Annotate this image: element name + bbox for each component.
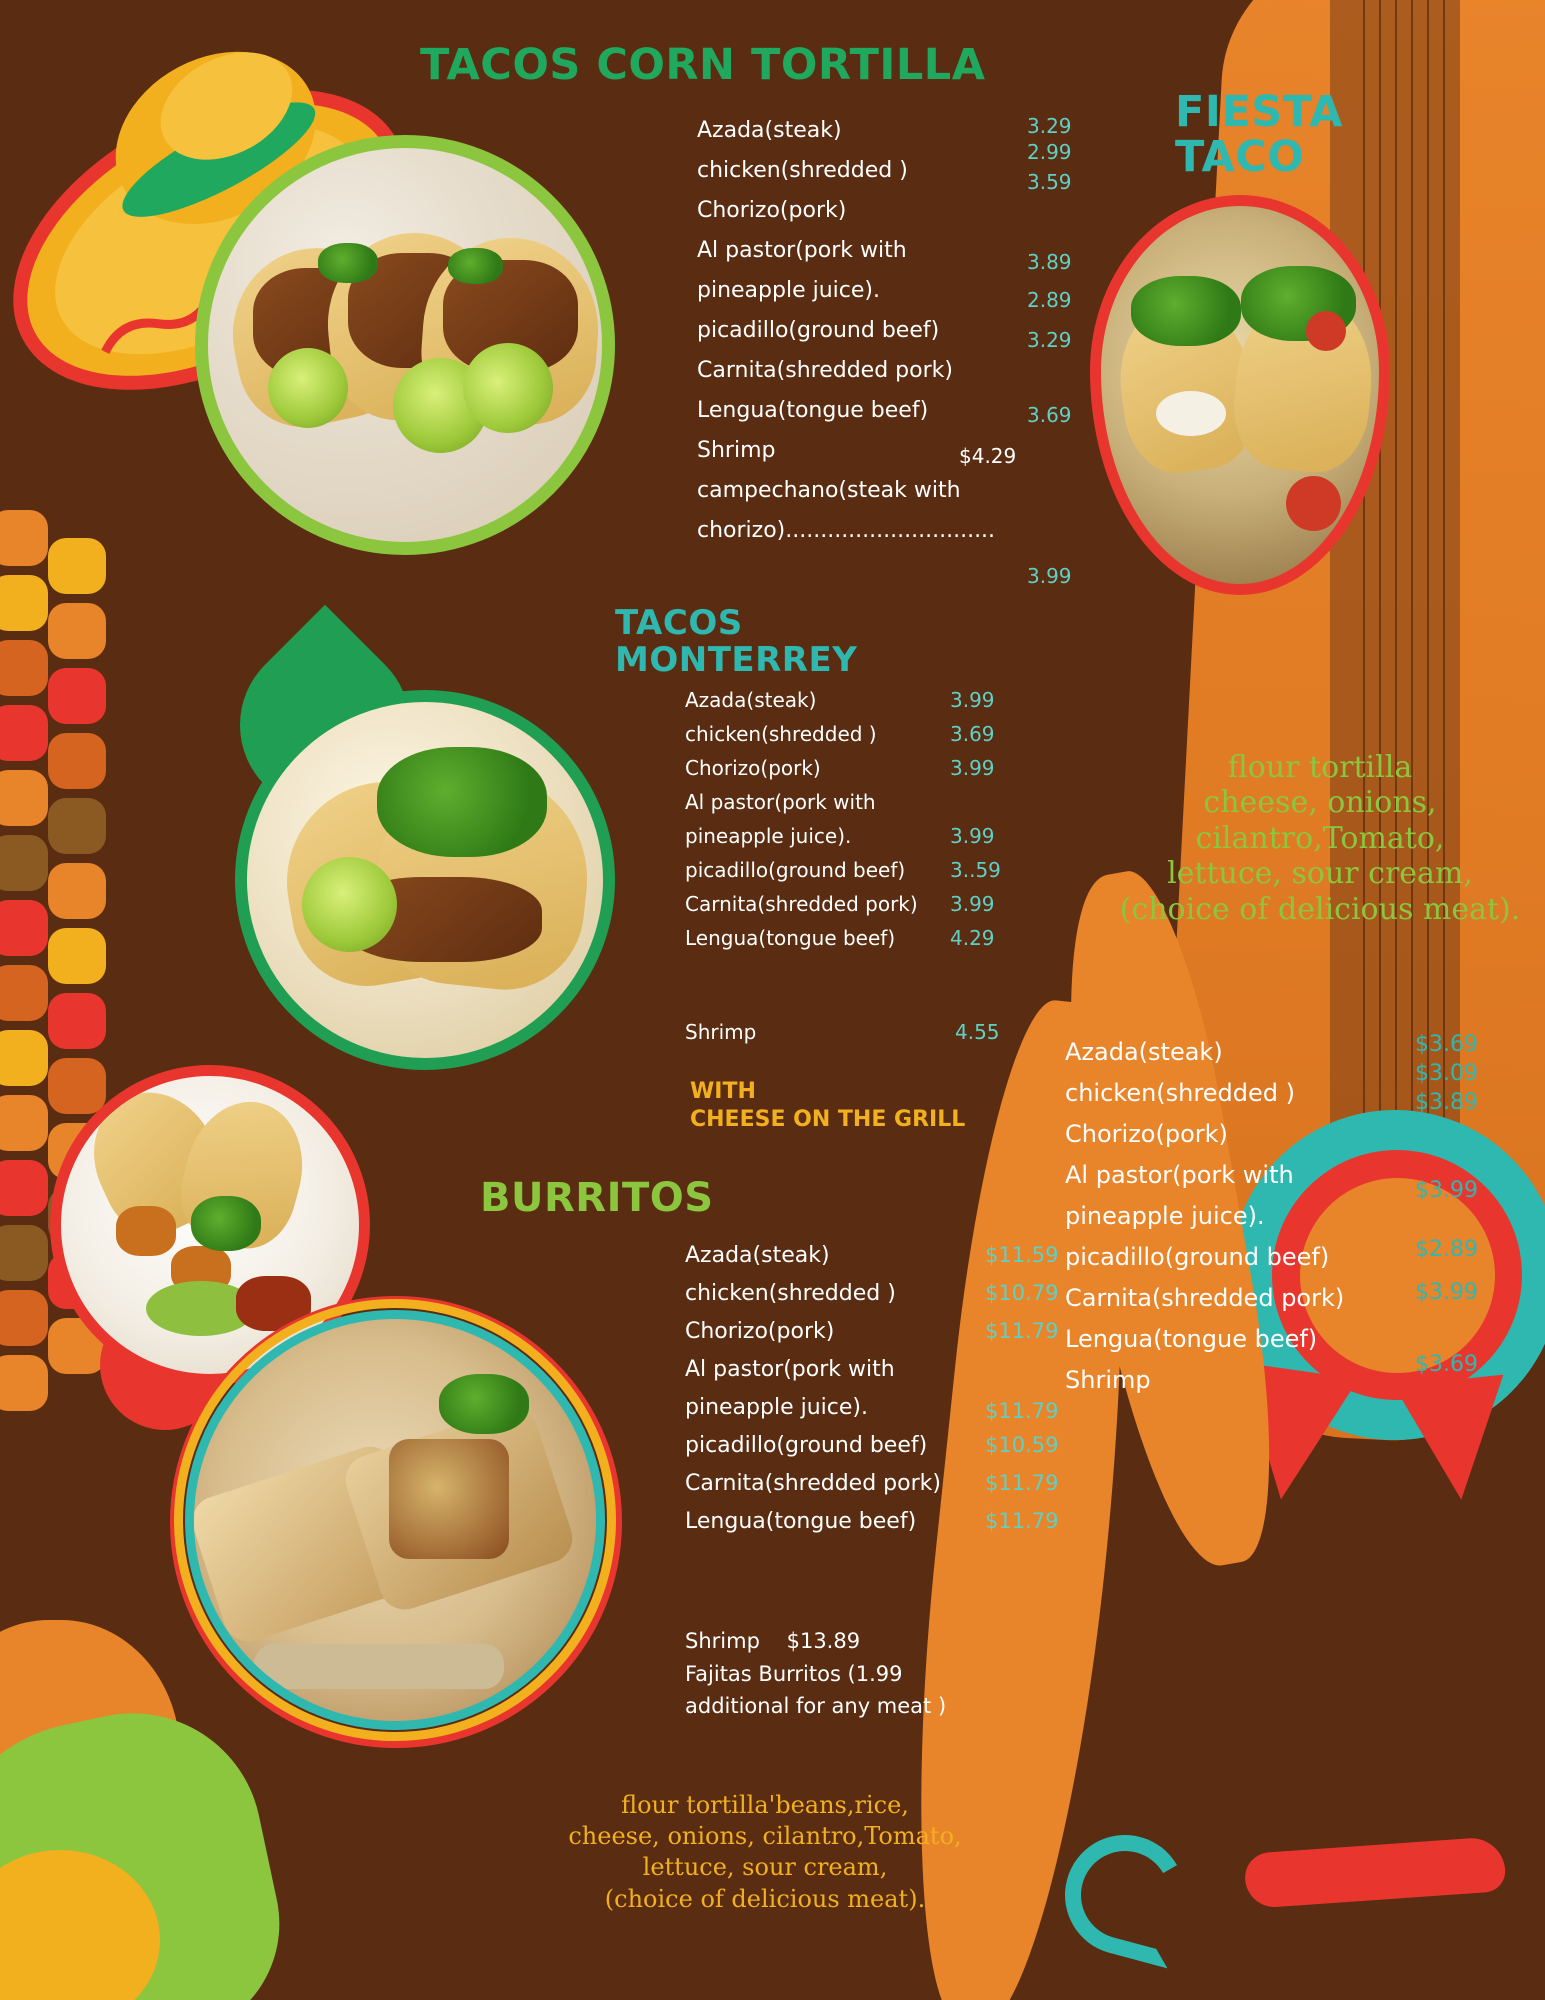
menu-row [685,724,1015,744]
item-name: chicken(shredded ) [1065,1079,1295,1107]
item-price: 3.99 [950,756,995,780]
item-price: 3.99 [1027,564,1072,588]
menu-row [1065,1352,1525,1394]
item-name: picadillo(ground beef) [697,318,940,343]
item-name: picadillo(ground beef) [685,858,906,882]
item-name: Carnita(shredded pork) [697,358,953,383]
menu-row [1065,1178,1525,1230]
item-name: Carnita(shredded pork) [685,892,918,916]
item-name: Al pastor(pork with [697,238,907,263]
red-brush-decor [1243,1836,1506,1909]
item-name: chicken(shredded ) [685,1281,896,1306]
item-name: Azada(steak) [685,1243,830,1268]
menu-list-tacos-corn [697,114,1077,588]
item-price: 3.29 [1027,328,1072,352]
menu-row [685,1511,1065,1533]
monterrey-shrimp-row [685,1020,1015,1044]
photo-tacos-monterrey [235,690,615,1070]
menu-row [685,792,1015,812]
item-price: $11.59 [985,1243,1059,1267]
menu-row [697,140,1077,183]
menu-row [685,928,1015,948]
menu-row [685,1359,1065,1381]
fiesta-taco-description: flour tortilla cheese, onions, cilantro,Tomato, lettuce, sour cream, (choice of delicious meat). [1119,750,1521,927]
menu-row [685,1283,1065,1305]
item-price: $11.79 [985,1399,1059,1423]
item-price: 3.99 [950,688,995,712]
menu-row [697,240,1077,262]
item-price: 3.59 [1027,170,1072,194]
menu-row [1065,1280,1525,1312]
menu-row [685,758,1015,778]
photo-burrito [185,1310,605,1730]
item-price: $3.99 [1415,1280,1478,1305]
item-name: chorizo).............................. [697,518,996,543]
item-name: Azada(steak) [1065,1038,1223,1066]
item-name: Azada(steak) [697,118,842,143]
item-price: $2.89 [1415,1237,1478,1262]
menu-row [685,894,1015,914]
item-name: picadillo(ground beef) [1065,1243,1330,1271]
item-price: $4.29 [959,444,1017,468]
item-name: Lengua(tongue beef) [697,398,929,423]
item-price: $3.89 [1415,1090,1478,1115]
menu-row [685,1321,1065,1343]
item-price: $3.99 [1415,1178,1478,1203]
menu-row [697,400,1077,422]
monterrey-note: WITH CHEESE ON THE GRILL [690,1079,966,1132]
heading-tacos-monterrey: TACOS MONTERREY [615,603,858,681]
item-price: 4.55 [955,1020,1000,1044]
heading-tacos-corn-tortilla: TACOS CORN TORTILLA [420,40,986,90]
menu-row [697,114,1077,143]
item-price: 2.99 [1027,140,1072,164]
menu-list-tacos-monterrey [685,690,1015,962]
item-name: campechano(steak with [697,478,961,503]
menu-list-burritos [685,1245,1065,1549]
item-name: Al pastor(pork with [685,790,876,814]
menu-row [685,1473,1065,1495]
burritos-extra-note: Shrimp $13.89 Fajitas Burritos (1.99 additional for any meat ) [685,1629,947,1719]
item-name: Lengua(tongue beef) [1065,1325,1318,1353]
item-price: 3..59 [950,858,1001,882]
item-name: chicken(shredded ) [685,722,877,746]
item-name: pineapple juice). [685,824,852,848]
item-name: Al pastor(pork with [1065,1161,1294,1189]
item-name: Chorizo(pork) [685,1319,835,1344]
item-name: Carnita(shredded pork) [685,1471,941,1496]
item-name: pineapple juice). [697,278,880,303]
item-price: $11.79 [985,1471,1059,1495]
item-name: Chorizo(pork) [685,756,821,780]
item-price: 2.89 [1027,288,1072,312]
menu-row [685,690,1015,710]
item-price: 4.29 [950,926,995,950]
item-name: Shrimp [1065,1366,1151,1394]
item-price: $10.79 [985,1281,1059,1305]
item-price: 3.89 [1027,250,1072,274]
item-name: Chorizo(pork) [697,198,847,223]
item-name: Lengua(tongue beef) [685,926,896,950]
item-price: 3.99 [950,892,995,916]
item-name: Azada(steak) [685,688,817,712]
item-name: Carnita(shredded pork) [1065,1284,1345,1312]
item-price: $10.59 [985,1433,1059,1457]
menu-row [1065,1327,1525,1351]
item-name: Shrimp [697,438,776,463]
menu-row [697,520,1077,542]
menu-row [685,860,1015,880]
item-name: chicken(shredded ) [697,158,908,183]
item-name: Al pastor(pork with [685,1357,895,1382]
item-name: Lengua(tongue beef) [685,1509,917,1534]
photo-tacos-corn-tortilla [195,135,615,555]
menu-row [685,1435,1065,1457]
item-price: $11.79 [985,1509,1059,1533]
item-name: Shrimp [685,1020,757,1044]
item-name: pineapple juice). [1065,1202,1265,1230]
item-name: Chorizo(pork) [1065,1120,1228,1148]
item-price: 3.69 [1027,403,1072,427]
menu-row [685,1395,1065,1423]
item-name: picadillo(ground beef) [685,1433,928,1458]
teal-swirl-decor [1052,1822,1199,1969]
item-price: 3.99 [950,824,995,848]
item-price: $11.79 [985,1319,1059,1343]
burritos-description: flour tortilla'beans,rice, cheese, onions, cilantro,Tomato, lettuce, sour cream, (choice of delicious meat). [568,1791,962,1913]
item-name: pineapple juice). [685,1395,868,1420]
item-price: $3.69 [1415,1032,1478,1057]
item-price: $3.09 [1415,1061,1478,1086]
heading-fiesta-taco: FIESTA TACO [1175,87,1343,183]
menu-row [685,826,1015,846]
item-price: 3.29 [1027,114,1072,138]
menu-row [685,1245,1065,1267]
item-price: $3.69 [1415,1352,1478,1377]
menu-row [1065,1237,1525,1271]
item-price: 3.69 [950,722,995,746]
menu-list-fiesta-taco [1065,1032,1525,1409]
heading-burritos: BURRITOS [480,1175,714,1221]
